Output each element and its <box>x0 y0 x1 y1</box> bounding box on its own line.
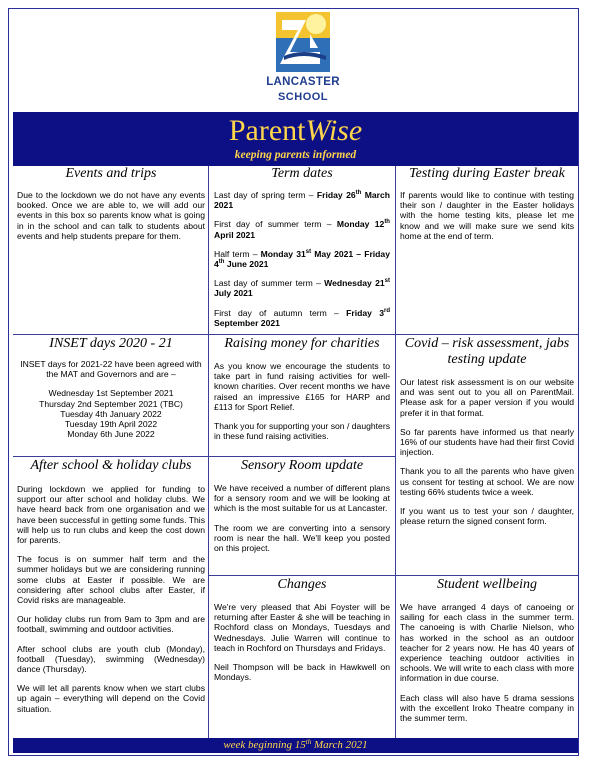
charities-para-2: Thank you for supporting your son / daughters in these fund raising activities. <box>214 421 390 442</box>
inset-date-list <box>17 388 205 439</box>
covid-para-4: If you want us to test your son / daughter, please return the signed consent form. <box>400 506 574 527</box>
column-divider-2 <box>395 166 396 738</box>
term-date-suffix: th <box>384 219 390 226</box>
term-date-suffix: st <box>384 278 390 285</box>
term-date-item-2 <box>214 219 390 239</box>
term-date-value: April 2021 <box>214 229 256 240</box>
inset-days-section <box>17 336 205 439</box>
changes-para-2: Neil Thompson will be back in Hawkwell on Mondays. <box>214 662 390 683</box>
covid-heading: Covid – risk assessment, jabs testing update <box>404 336 570 367</box>
changes-heading: Changes <box>277 577 327 592</box>
title-italic: Wise <box>305 114 363 147</box>
term-dates-heading: Term dates <box>271 166 333 181</box>
masthead-tagline: keeping parents informed <box>234 149 357 161</box>
term-date-suffix: th <box>355 190 362 196</box>
clubs-para-3: Our holiday clubs run from 9am to 3pm and are football, swimming and outdoor activities. <box>17 614 205 635</box>
term-date-value: May 2021 – Friday 4 <box>214 248 390 270</box>
clubs-para-4: After school clubs are youth club (Monday), football (Tuesday), swimming (Wednesday) dance (Thursday). <box>17 643 205 675</box>
row-divider-2-left <box>13 456 395 457</box>
term-date-suffix: rd <box>384 307 390 314</box>
term-date-suffix: st <box>305 248 312 255</box>
covid-para-1: Our latest risk assessment is on our website and was sent out to you all on ParentMail. Please ask for a paper version if you would prefer it in that format. <box>400 377 574 418</box>
term-date-value: Wednesday 21 <box>324 278 385 289</box>
footer-suffix: th <box>305 738 312 746</box>
term-date-suffix: th <box>218 259 225 266</box>
covid-para-3: Thank you to all the parents who have given us consent for testing at school. We are now testing 66% students twice a week. <box>400 466 574 497</box>
wellbeing-para-2: Each class will also have 5 drama sessions with the excellent Iroko Theatre company in the summer term. <box>400 692 574 724</box>
term-date-value: Friday 3 <box>346 307 384 318</box>
term-date-value: Monday 12 <box>336 219 385 230</box>
inset-date: Tuesday 4th January 2022 <box>60 408 162 419</box>
inset-date: Tuesday 19th April 2022 <box>64 419 158 430</box>
term-date-label: First day of autumn term – <box>214 307 347 318</box>
charities-section <box>214 336 390 450</box>
term-date-value: Friday 26 <box>316 190 356 200</box>
covid-section <box>400 336 574 535</box>
term-date-label: Last day of summer term – <box>214 278 325 289</box>
wellbeing-heading: Student wellbeing <box>437 577 537 592</box>
footer-text: March 2021 <box>311 739 368 751</box>
term-date-item-4 <box>214 278 390 298</box>
clubs-section <box>17 458 205 723</box>
footer-bar <box>13 738 578 753</box>
charities-heading: Raising money for charities <box>224 336 380 351</box>
clubs-para-5: We will let all parents know when we start clubs up again – everything will depend on the Covid situation. <box>17 683 205 714</box>
inset-date: Monday 6th June 2022 <box>67 429 155 440</box>
charities-para-1: As you know we encourage the students to take part in fund raising activities for well-known charities. Over recent months we have raised an impressive £165 for HARP and £113 for Sport Relief. <box>214 361 390 412</box>
inset-intro: INSET days for 2021-22 have been agreed with the MAT and Governors and are – <box>20 359 202 380</box>
term-date-item-5 <box>214 308 390 328</box>
inset-date: Thursday 2nd September 2021 (TBC) <box>39 398 183 409</box>
logo-text-line2: SCHOOL <box>277 91 329 103</box>
term-date-label: First day of summer term – <box>214 219 337 230</box>
clubs-heading: After school & holiday clubs <box>30 458 192 473</box>
column-divider-1 <box>208 166 209 738</box>
footer-text: week beginning 15 <box>223 739 306 751</box>
sensory-room-heading: Sensory Room update <box>240 458 364 473</box>
easter-testing-section <box>400 166 574 250</box>
changes-para-1: We're very pleased that Abi Foyster will be returning after Easter & she will be teaching in Rochford class on Mondays, Tuesdays and Wednesdays. Julie Warren will continue to teach in Rochford on Thursdays and Fridays. <box>214 602 390 653</box>
masthead-banner <box>13 112 578 166</box>
events-body: Due to the lockdown we do not have any events booked. Once we are able to, we will add our events in this box so parents know what is going in in the school and can talk to students about events and help students prepare for them. <box>17 190 205 241</box>
lancaster-logo-icon <box>276 12 330 72</box>
term-date-value: September 2021 <box>214 317 280 328</box>
inset-days-heading: INSET days 2020 - 21 <box>49 336 173 351</box>
easter-testing-body: If parents would like to continue with testing their son / daughter in the Easter holidays with the home testing kits, please let me know and we will make sure we send kits home at the end of term. <box>400 190 574 241</box>
term-date-value: June 2021 <box>224 259 269 270</box>
inset-date: Wednesday 1st September 2021 <box>48 388 174 399</box>
easter-testing-heading: Testing during Easter break <box>409 166 565 181</box>
sensory-room-section <box>214 458 390 562</box>
term-date-value: March 2021 <box>214 190 390 211</box>
sensory-para-1: We have received a number of different plans for a sensory room and we will be looking at which is the most suitable for us at Lancaster. <box>214 483 390 514</box>
clubs-para-2: The focus is on summer half term and the summer holidays but we are considering running some clubs at Easter if possible. We are considering after school clubs after Easter, if Covid risks are manageable. <box>17 554 205 606</box>
term-date-item-3 <box>214 249 390 269</box>
events-heading: Events and trips <box>65 166 157 181</box>
school-logo <box>258 12 348 106</box>
term-date-value: Monday 31 <box>260 248 306 259</box>
title-plain: Parent <box>228 114 306 147</box>
term-dates-section <box>214 166 390 337</box>
term-date-item-1 <box>214 190 390 210</box>
term-date-label: Last day of spring term – <box>214 190 317 200</box>
row-divider-3-right <box>208 575 578 576</box>
clubs-para-1: During lockdown we applied for funding to support our after school and holiday clubs. We have heard back from one organisation and we have been successful in getting some funds. This will help us to run clubs and keep the cost down for parents. <box>17 484 205 546</box>
sensory-para-2: The room we are converting into a sensory room is near the hall. We'll keep you posted on this project. <box>214 522 390 554</box>
covid-para-2: So far parents have informed us that nearly 16% of our students have had their first Covid injection. <box>400 426 574 458</box>
changes-section <box>214 577 390 691</box>
wellbeing-section <box>400 577 574 732</box>
term-date-value: July 2021 <box>214 288 253 299</box>
term-date-label: Half term – <box>214 248 261 259</box>
events-section <box>17 166 205 250</box>
wellbeing-para-1: We have arranged 4 days of canoeing or sailing for each class in the summer term. The canoeing is with Charlie Nielson, who has worked in the school as an outdoor teacher for 2 years now. He has 40 years of experience teaching outdoor activities in schools. We will write to each class with more information in due course. <box>400 602 574 684</box>
masthead-title <box>13 114 578 148</box>
logo-text-line1: LANCASTER <box>266 76 340 88</box>
